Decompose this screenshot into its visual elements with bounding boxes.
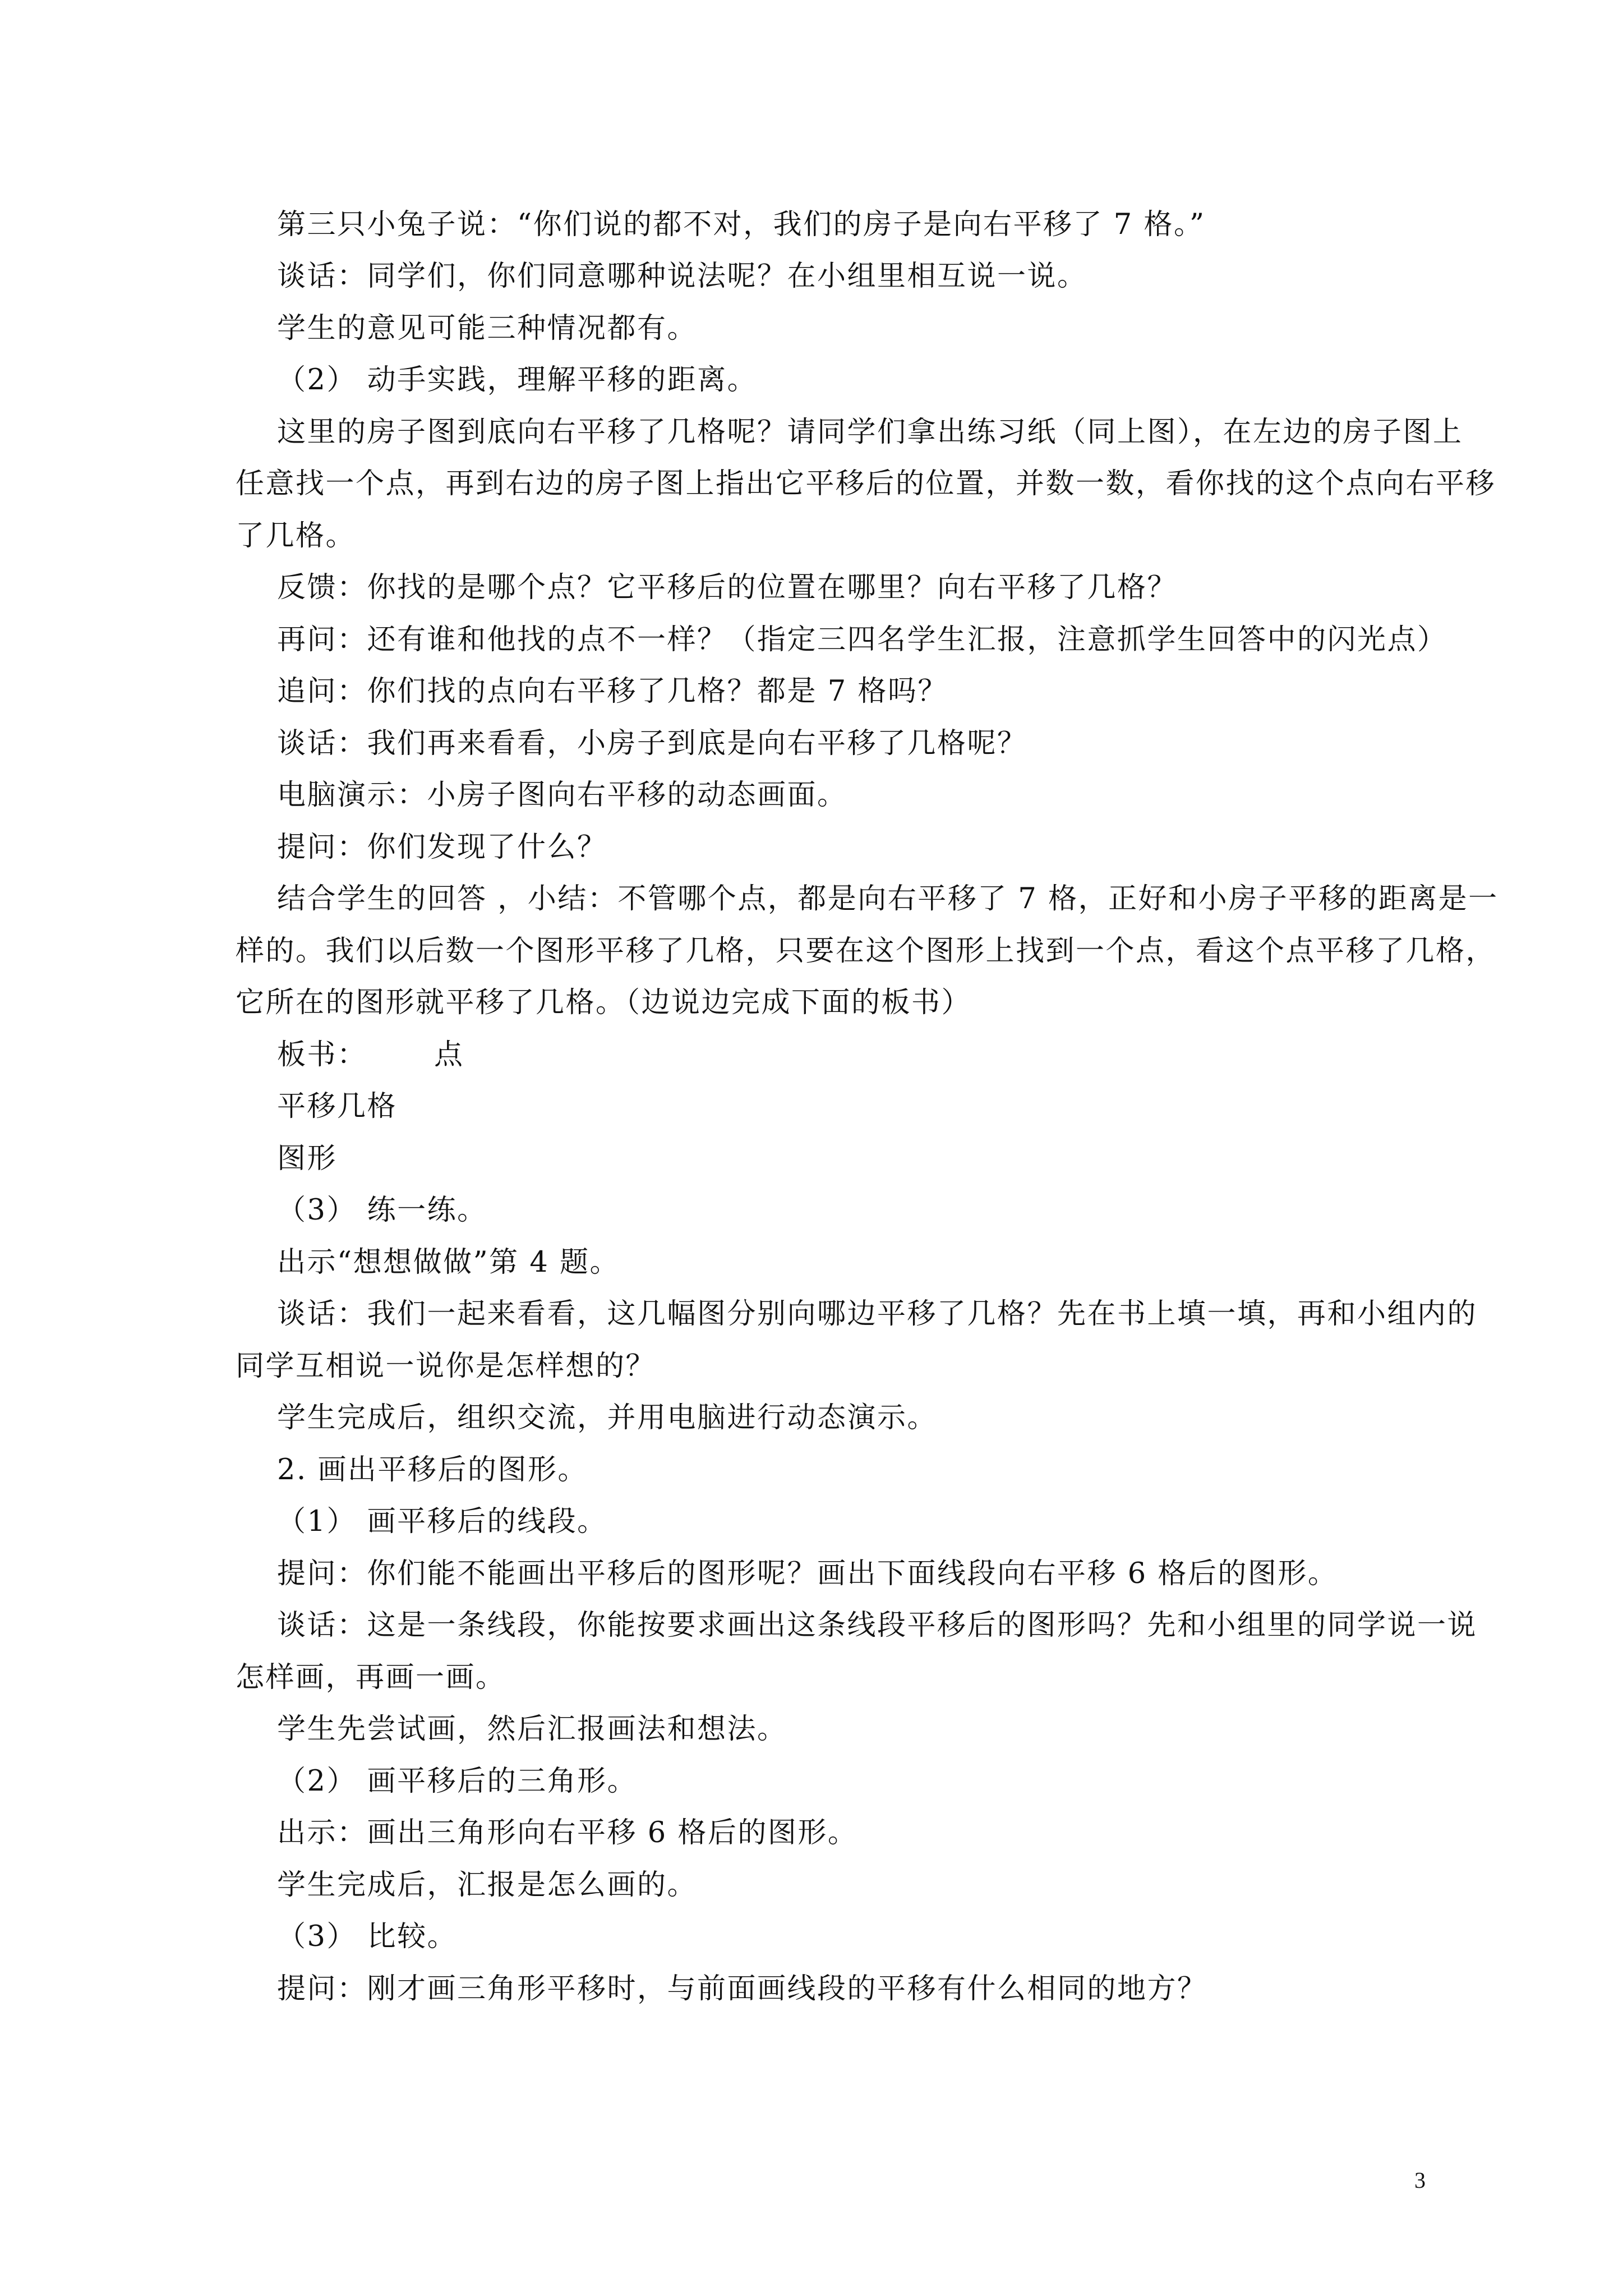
paragraph-line: 了几格。 (236, 519, 356, 553)
paragraph-line: 提问：你们能不能画出平移后的图形呢？画出下面线段向右平移 6 格后的图形。 (277, 1557, 1338, 1590)
banshu-item: 平移几格 (277, 1090, 398, 1123)
banshu-label: 板书： (277, 1038, 367, 1071)
paragraph-line: 学生的意见可能三种情况都有。 (277, 312, 698, 345)
paragraph-line: 样的。我们以后数一个图形平移了几格，只要在这个图形上找到一个点，看这个点平移了几格， (236, 935, 1496, 968)
banshu-point: 点 (434, 1038, 463, 1071)
paragraph-line: 再问：还有谁和他找的点不一样？（指定三四名学生汇报，注意抓学生回答中的闪光点） (277, 623, 1447, 656)
paragraph-line: 任意找一个点，再到右边的房子图上指出它平移后的位置，并数一数，看你找的这个点向右平移 (236, 467, 1496, 500)
paragraph-line: 第三只小兔子说：“你们说的都不对，我们的房子是向右平移了 7 格。” (277, 208, 1206, 241)
page-number: 3 (1414, 2168, 1426, 2193)
paragraph-line: 提问：刚才画三角形平移时，与前面画线段的平移有什么相同的地方？ (277, 1972, 1207, 2005)
paragraph-line: 追问：你们找的点向右平移了几格？都是 7 格吗？ (277, 675, 948, 708)
sub-heading: （2） 画平移后的三角形。 (277, 1765, 638, 1798)
paragraph-line: 电脑演示：小房子图向右平移的动态画面。 (277, 779, 847, 812)
sub-heading: （1） 画平移后的线段。 (277, 1505, 607, 1538)
paragraph-line: 它所在的图形就平移了几格。（边说边完成下面的板书） (236, 986, 972, 1019)
sub-heading: （3） 练一练。 (277, 1194, 487, 1227)
paragraph-line: 结合学生的回答 ，小结：不管哪个点，都是向右平移了 7 格，正好和小房子平移的距离是一 (277, 882, 1498, 915)
paragraph-line: 反馈：你找的是哪个点？它平移后的位置在哪里？向右平移了几格？ (277, 571, 1178, 604)
paragraph-line: 出示“想想做做”第 4 题。 (277, 1246, 620, 1279)
paragraph-line: 同学互相说一说你是怎样想的？ (236, 1350, 656, 1383)
paragraph-line: 出示：画出三角形向右平移 6 格后的图形。 (277, 1816, 858, 1849)
sub-heading: （2） 动手实践，理解平移的距离。 (277, 364, 758, 397)
paragraph-line: 学生先尝试画，然后汇报画法和想法。 (277, 1713, 787, 1746)
paragraph-line: 谈话：这是一条线段，你能按要求画出这条线段平移后的图形吗？先和小组里的同学说一说 (277, 1609, 1478, 1642)
paragraph-line: 学生完成后，组织交流，并用电脑进行动态演示。 (277, 1401, 938, 1434)
banshu-item: 图形 (277, 1142, 338, 1175)
paragraph-line: 这里的房子图到底向右平移了几格呢？请同学们拿出练习纸（同上图），在左边的房子图上 (277, 416, 1463, 449)
paragraph-line: 提问：你们发现了什么？ (277, 831, 607, 864)
paragraph-line: 学生完成后，汇报是怎么画的。 (277, 1869, 698, 1902)
paragraph-line: 谈话：我们一起来看看，这几幅图分别向哪边平移了几格？先在书上填一填，再和小组内的 (277, 1297, 1478, 1331)
paragraph-line: 怎样画，再画一画。 (236, 1661, 506, 1694)
sub-heading: （3） 比较。 (277, 1920, 458, 1953)
paragraph-line: 谈话：同学们，你们同意哪种说法呢？在小组里相互说一说。 (277, 260, 1087, 293)
paragraph-line: 谈话：我们再来看看，小房子到底是向右平移了几格呢？ (277, 727, 1027, 760)
section-heading: 2. 画出平移后的图形。 (277, 1453, 588, 1487)
